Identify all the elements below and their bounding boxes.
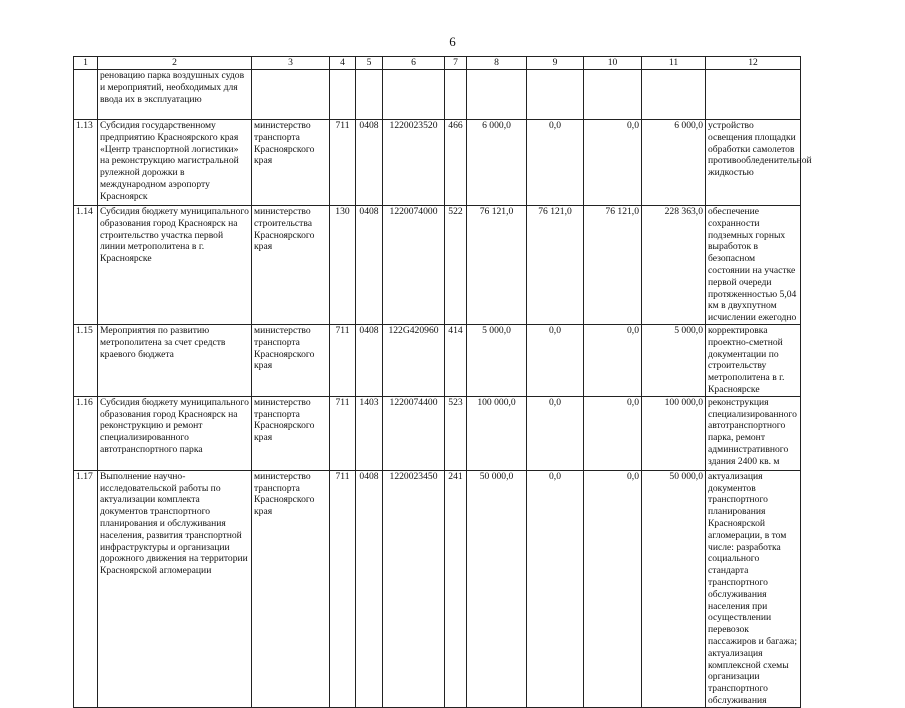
col-header: 3: [252, 57, 330, 70]
cell-agency: министерство транспорта Красноярского края: [252, 324, 330, 396]
cell-section-code: 0408: [356, 324, 383, 396]
cell-activity-name: Субсидия бюджету муниципального образования город Красноярск на реконструкцию и ремонт специализированного автотранспортного парка: [98, 396, 252, 470]
cell-expected-result: [706, 70, 801, 120]
cell-target-article: 1220074400: [383, 396, 445, 470]
cell-row-number: 1.14: [74, 206, 98, 325]
cell-grbs-code: 711: [330, 396, 356, 470]
cell-amount-year-3: 0,0: [584, 396, 642, 470]
table-row: [74, 324, 801, 396]
cell-grbs-code: 130: [330, 206, 356, 325]
cell-target-article: 122G420960: [383, 324, 445, 396]
cell-amount-year-3: 0,0: [584, 324, 642, 396]
cell-activity-name: Субсидия бюджету муниципального образования город Красноярск на строительство участка первой линии метрополитена в г. Красноярске: [98, 206, 252, 325]
table-row: [74, 396, 801, 470]
cell-amount-year-3: [584, 70, 642, 120]
cell-expense-type: [445, 70, 467, 120]
cell-amount-year-3: 0,0: [584, 120, 642, 206]
col-header: 9: [527, 57, 584, 70]
col-header: 1: [74, 57, 98, 70]
cell-target-article: [383, 70, 445, 120]
cell-row-number: 1.16: [74, 396, 98, 470]
cell-agency: министерство строительства Красноярского края: [252, 206, 330, 325]
cell-section-code: 1403: [356, 396, 383, 470]
cell-section-code: 0408: [356, 470, 383, 707]
col-header: 8: [467, 57, 527, 70]
cell-row-number: 1.15: [74, 324, 98, 396]
cell-activity-name: Субсидия государственному предприятию Красноярского края «Центр транспортной логистики» на реконструкцию магистральной рулежной дорожки в международном аэропорту Красноярск: [98, 120, 252, 206]
col-header: 6: [383, 57, 445, 70]
col-header: 10: [584, 57, 642, 70]
cell-expected-result: обеспечение сохранности подземных горных выработок в безопасном состоянии на участке первой очереди протяженностью 5,04 км в двухпутном исчислении ежегодно: [706, 206, 801, 325]
cell-agency: министерство транспорта Красноярского края: [252, 470, 330, 707]
table-row: [74, 470, 801, 707]
header-row: [74, 57, 801, 70]
cell-grbs-code: 711: [330, 324, 356, 396]
cell-agency: министерство транспорта Красноярского края: [252, 396, 330, 470]
cell-activity-name: Выполнение научно-исследовательской работы по актуализации комплекта документов транспортного планирования и обслуживания населения, развития транспортной инфраструктуры и организации дорожного движения на территории Красноярской агломерации: [98, 470, 252, 707]
cell-row-number: 1.13: [74, 120, 98, 206]
cell-section-code: 0408: [356, 206, 383, 325]
cell-amount-total: 5 000,0: [642, 324, 706, 396]
table-row: [74, 70, 801, 120]
cell-amount-total: 100 000,0: [642, 396, 706, 470]
cell-grbs-code: [330, 70, 356, 120]
cell-amount-year-1: 76 121,0: [467, 206, 527, 325]
page-number: 6: [449, 34, 456, 49]
cell-amount-year-1: 6 000,0: [467, 120, 527, 206]
cell-expected-result: устройство освещения площадки обработки самолетов противообледенительной жидкостью: [706, 120, 801, 206]
cell-expense-type: 241: [445, 470, 467, 707]
cell-expected-result: реконструкция специализированного автотранспортного парка, ремонт административного здания 2400 кв. м: [706, 396, 801, 470]
cell-agency: министерство транспорта Красноярского края: [252, 120, 330, 206]
cell-amount-year-1: 50 000,0: [467, 470, 527, 707]
cell-section-code: [356, 70, 383, 120]
col-header: 12: [706, 57, 801, 70]
cell-expense-type: 414: [445, 324, 467, 396]
cell-grbs-code: 711: [330, 120, 356, 206]
cell-agency: [252, 70, 330, 120]
cell-amount-total: [642, 70, 706, 120]
cell-amount-total: 228 363,0: [642, 206, 706, 325]
cell-expected-result: актуализация документов транспортного планирования Красноярской агломерации, в том числе: разработка социального стандарта транспортного обслуживания населения при осуществлении перевозок пассажиров и багажа; актуализация комплексной схемы организации транспортного обслуживания: [706, 470, 801, 707]
budget-table: [73, 56, 812, 708]
col-header: 4: [330, 57, 356, 70]
cell-amount-year-2: 0,0: [527, 120, 584, 206]
cell-amount-year-3: 0,0: [584, 470, 642, 707]
cell-target-article: 1220023450: [383, 470, 445, 707]
cell-amount-year-3: 76 121,0: [584, 206, 642, 325]
cell-expense-type: 466: [445, 120, 467, 206]
cell-target-article: 1220023520: [383, 120, 445, 206]
cell-expected-result: корректировка проектно-сметной документации по строительству метрополитена в г. Красноярске: [706, 324, 801, 396]
cell-row-number: 1.17: [74, 470, 98, 707]
cell-amount-year-2: [527, 70, 584, 120]
cell-amount-year-2: 0,0: [527, 396, 584, 470]
cell-amount-year-1: 5 000,0: [467, 324, 527, 396]
cell-activity-name: Мероприятия по развитию метрополитена за счет средств краевого бюджета: [98, 324, 252, 396]
cell-section-code: 0408: [356, 120, 383, 206]
col-header: 11: [642, 57, 706, 70]
cell-target-article: 1220074000: [383, 206, 445, 325]
table-row: [74, 206, 801, 325]
cell-expense-type: 523: [445, 396, 467, 470]
col-header: 5: [356, 57, 383, 70]
col-header: 7: [445, 57, 467, 70]
cell-amount-year-1: [467, 70, 527, 120]
col-header: 2: [98, 57, 252, 70]
cell-amount-year-1: 100 000,0: [467, 396, 527, 470]
cell-expense-type: 522: [445, 206, 467, 325]
cell-amount-year-2: 76 121,0: [527, 206, 584, 325]
cell-row-number: [74, 70, 98, 120]
cell-amount-total: 6 000,0: [642, 120, 706, 206]
cell-grbs-code: 711: [330, 470, 356, 707]
table-row: [74, 120, 801, 206]
cell-amount-year-2: 0,0: [527, 324, 584, 396]
cell-amount-total: 50 000,0: [642, 470, 706, 707]
cell-amount-year-2: 0,0: [527, 470, 584, 707]
cell-activity-name: реновацию парка воздушных судов и мероприятий, необходимых для ввода их в эксплуатацию: [98, 70, 252, 120]
